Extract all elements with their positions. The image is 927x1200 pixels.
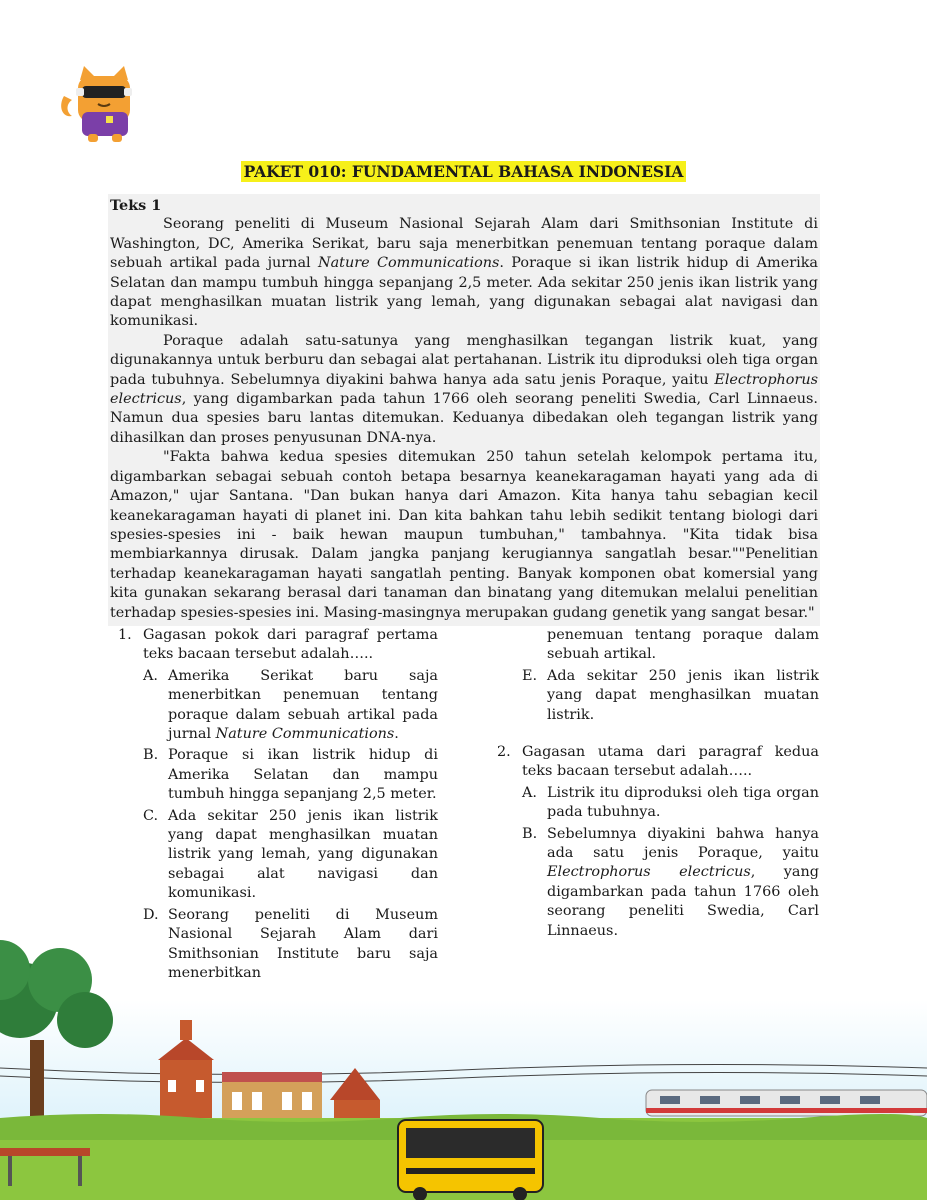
cat-mascot-icon [58,66,150,144]
option-2b[interactable] [522,825,819,941]
question-number: 2. [497,744,511,761]
option-text: Sebelumnya diyakini bahwa hanya ada satu jenis Poraque, yaitu [547,825,819,862]
option-letter: C. [143,807,159,824]
question-text: Gagasan utama dari paragraf kedua teks bacaan tersebut adalah….. [522,744,819,780]
page-title-wrap [0,162,927,181]
p1-text-a: Seorang peneliti di Museum Nasional Sejarah Alam dari Smithsonian Institute di Washington, DC, Amerika Serikat, baru saja menerbitkan penemuan tentang poraque dalam sebuah artikal pada jurnal [110,216,818,272]
p2-text-b: , yang digambarkan pada tahun 1766 oleh seorang peneliti Swedia, Carl Linnaeus. Namun dua spesies baru lantas ditemukan. Keduanya dibedakan oleh tegangan listrik yang dihasilkan dan proses penyusunan DNA-nya. [110,391,818,446]
option-text-end: , yang digambarkan pada tahun 1766 oleh seorang peneliti Swedia, Carl Linnaeus. [547,864,819,939]
option-1d-continuation[interactable]: penemuan tentang poraque dalam sebuah artikal. [547,627,819,663]
option-letter: B. [522,825,538,842]
p1-italic: Nature Communications [317,255,500,272]
option-1e[interactable] [522,667,819,725]
option-letter: D. [143,906,159,923]
option-text: Ada sekitar 250 jenis ikan listrik yang dapat menghasilkan muatan listrik yang lemah, yang digunakan sebagai alat navigasi dan komunikasi. [168,807,438,902]
option-text: Amerika Serikat baru saja menerbitkan penemuan tentang poraque dalam sebuah artikal pada jurnal [168,667,438,743]
option-italic: Electrophorus electricus [547,864,751,881]
option-1a[interactable] [143,667,438,745]
question-1 [118,626,438,983]
option-1c[interactable] [143,807,438,904]
option-letter: B. [143,747,159,764]
option-letter: A. [522,784,537,801]
page-title: PAKET 010: FUNDAMENTAL BAHASA INDONESIA [241,161,687,182]
passage-paragraph-3: "Fakta bahwa kedua spesies ditemukan 250 tahun setelah kelompok pertama itu, digambarkan sebagai sebuah contoh betapa besarnya keanekaragaman hayati yang ada di Amazon," ujar Santana. "Dan bukan hanya dari Amazon. Kita hanya tahu sebagian kecil keanekaragaman hayati di planet ini. Dan kita bahkan tahu lebih sedikit tentang biologi dari spesies-spesies ini - baik hewan maupun tumbuhan," tambahnya. "Kita tidak bisa membiarkannya dirusak. Dalam jangka panjang kerugiannya sangatlah besar.""Penelitian terhadap keanekaragaman hayati sangatlah penting. Banyak komponen obat komersial yang kita gunakan sekarang berasal dari tanaman dan binatang yang ditemukan melalui penelitian terhadap spesies-spesies ini. Masing-masingnya merupakan gudang genetik yang sangat besar." [110,449,818,621]
reading-passage [108,194,820,626]
train-icon [646,1090,927,1116]
question-number: 1. [118,627,132,643]
option-1b[interactable] [143,746,438,804]
footer-illustration [0,940,927,1200]
question-text: Gagasan pokok dari paragraf pertama teks bacaan tersebut adalah….. [143,627,438,663]
option-letter: E. [522,667,538,684]
option-letter: A. [143,667,158,684]
p1-text-b: . Poraque si ikan listrik hidup di Amerika Selatan dan mampu tumbuh hingga sepanjang 2,5 meter. Ada sekitar 250 jenis ikan listrik yang dapat menghasilkan muatan listrik yang lemah, yang digunakan sebagai alat navigasi dan komunikasi. [110,255,818,330]
bus-icon [398,1120,543,1200]
option-italic: Nature Communications [215,726,395,743]
option-text: Listrik itu diproduksi oleh tiga organ pada tubuhnya. [547,784,819,821]
questions-left-column [118,626,438,983]
p2-italic: Electrophorus electricus [110,371,818,408]
option-text: Poraque si ikan listrik hidup di Amerika Selatan dan mampu tumbuh hingga sepanjang 2,5 meter. [168,747,438,803]
option-text: Ada sekitar 250 jenis ikan listrik yang dapat menghasilkan muatan listrik. [547,667,819,723]
option-text-end: . [394,726,399,743]
passage-heading: Teks 1 [110,197,162,214]
p2-text-a: Poraque adalah satu-satunya yang menghasilkan tegangan listrik kuat, yang digunakannya untuk berburu dan sebagai alat pertahanan. Listrik itu diproduksi oleh tiga organ pada tubuhnya. Sebelumnya diyakini bahwa hanya ada satu jenis Poraque, yaitu [110,332,818,388]
passage-paragraph-2 [110,332,818,448]
option-text: Seorang peneliti di Museum Nasional Sejarah Alam dari Smithsonian Institute baru saja menerbitkan [168,906,438,981]
question-2 [497,743,819,941]
questions-right-column [497,626,819,941]
option-2a[interactable] [522,784,819,823]
passage-paragraph-1 [110,215,818,331]
